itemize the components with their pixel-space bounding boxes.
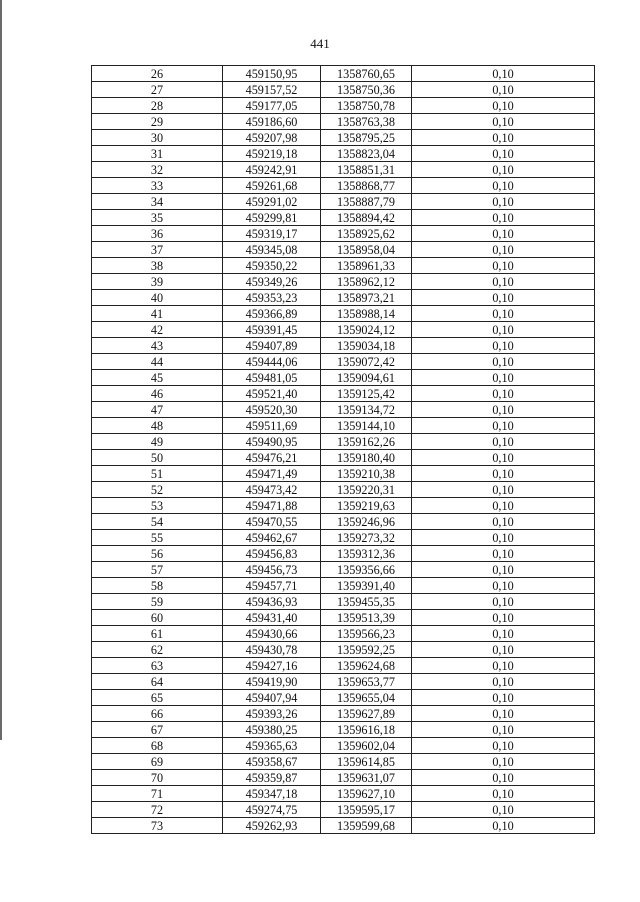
x-coordinate-cell: 459456,83 xyxy=(223,546,321,562)
x-coordinate-cell: 459391,45 xyxy=(223,322,321,338)
accuracy-cell: 0,10 xyxy=(412,210,595,226)
x-coordinate-cell: 459353,23 xyxy=(223,290,321,306)
point-number-cell: 44 xyxy=(92,354,223,370)
y-coordinate-cell: 1359246,96 xyxy=(321,514,412,530)
x-coordinate-cell: 459456,73 xyxy=(223,562,321,578)
x-coordinate-cell: 459274,75 xyxy=(223,802,321,818)
y-coordinate-cell: 1359072,42 xyxy=(321,354,412,370)
y-coordinate-cell: 1358868,77 xyxy=(321,178,412,194)
x-coordinate-cell: 459471,88 xyxy=(223,498,321,514)
point-number-cell: 66 xyxy=(92,706,223,722)
accuracy-cell: 0,10 xyxy=(412,594,595,610)
accuracy-cell: 0,10 xyxy=(412,770,595,786)
x-coordinate-cell: 459358,67 xyxy=(223,754,321,770)
x-coordinate-cell: 459476,21 xyxy=(223,450,321,466)
x-coordinate-cell: 459157,52 xyxy=(223,82,321,98)
point-number-cell: 38 xyxy=(92,258,223,274)
y-coordinate-cell: 1359513,39 xyxy=(321,610,412,626)
y-coordinate-cell: 1359356,66 xyxy=(321,562,412,578)
accuracy-cell: 0,10 xyxy=(412,466,595,482)
x-coordinate-cell: 459430,66 xyxy=(223,626,321,642)
table-row xyxy=(92,498,595,514)
point-number-cell: 49 xyxy=(92,434,223,450)
x-coordinate-cell: 459470,55 xyxy=(223,514,321,530)
point-number-cell: 64 xyxy=(92,674,223,690)
accuracy-cell: 0,10 xyxy=(412,530,595,546)
point-number-cell: 31 xyxy=(92,146,223,162)
accuracy-cell: 0,10 xyxy=(412,482,595,498)
accuracy-cell: 0,10 xyxy=(412,674,595,690)
table-row xyxy=(92,578,595,594)
point-number-cell: 26 xyxy=(92,66,223,82)
x-coordinate-cell: 459350,22 xyxy=(223,258,321,274)
table-row xyxy=(92,338,595,354)
table-row xyxy=(92,114,595,130)
y-coordinate-cell: 1359312,36 xyxy=(321,546,412,562)
table-row xyxy=(92,706,595,722)
accuracy-cell: 0,10 xyxy=(412,114,595,130)
table-row xyxy=(92,354,595,370)
point-number-cell: 40 xyxy=(92,290,223,306)
point-number-cell: 35 xyxy=(92,210,223,226)
coordinates-table-body xyxy=(92,66,595,834)
y-coordinate-cell: 1358961,33 xyxy=(321,258,412,274)
accuracy-cell: 0,10 xyxy=(412,610,595,626)
y-coordinate-cell: 1358988,14 xyxy=(321,306,412,322)
y-coordinate-cell: 1359024,12 xyxy=(321,322,412,338)
x-coordinate-cell: 459380,25 xyxy=(223,722,321,738)
y-coordinate-cell: 1359125,42 xyxy=(321,386,412,402)
y-coordinate-cell: 1359624,68 xyxy=(321,658,412,674)
y-coordinate-cell: 1359210,38 xyxy=(321,466,412,482)
accuracy-cell: 0,10 xyxy=(412,818,595,834)
x-coordinate-cell: 459481,05 xyxy=(223,370,321,386)
point-number-cell: 71 xyxy=(92,786,223,802)
table-row xyxy=(92,402,595,418)
x-coordinate-cell: 459457,71 xyxy=(223,578,321,594)
y-coordinate-cell: 1358962,12 xyxy=(321,274,412,290)
x-coordinate-cell: 459261,68 xyxy=(223,178,321,194)
point-number-cell: 67 xyxy=(92,722,223,738)
accuracy-cell: 0,10 xyxy=(412,562,595,578)
accuracy-cell: 0,10 xyxy=(412,82,595,98)
table-row xyxy=(92,242,595,258)
table-row xyxy=(92,386,595,402)
y-coordinate-cell: 1359273,32 xyxy=(321,530,412,546)
page-number: 441 xyxy=(310,36,330,51)
point-number-cell: 41 xyxy=(92,306,223,322)
table-row xyxy=(92,450,595,466)
point-number-cell: 28 xyxy=(92,98,223,114)
table-row xyxy=(92,722,595,738)
x-coordinate-cell: 459521,40 xyxy=(223,386,321,402)
point-number-cell: 48 xyxy=(92,418,223,434)
point-number-cell: 43 xyxy=(92,338,223,354)
table-row xyxy=(92,418,595,434)
point-number-cell: 52 xyxy=(92,482,223,498)
y-coordinate-cell: 1359566,23 xyxy=(321,626,412,642)
x-coordinate-cell: 459291,02 xyxy=(223,194,321,210)
x-coordinate-cell: 459365,63 xyxy=(223,738,321,754)
accuracy-cell: 0,10 xyxy=(412,642,595,658)
table-row xyxy=(92,610,595,626)
point-number-cell: 61 xyxy=(92,626,223,642)
accuracy-cell: 0,10 xyxy=(412,786,595,802)
point-number-cell: 42 xyxy=(92,322,223,338)
y-coordinate-cell: 1359391,40 xyxy=(321,578,412,594)
scan-edge xyxy=(0,0,2,740)
accuracy-cell: 0,10 xyxy=(412,626,595,642)
table-row xyxy=(92,210,595,226)
accuracy-cell: 0,10 xyxy=(412,370,595,386)
accuracy-cell: 0,10 xyxy=(412,498,595,514)
table-row xyxy=(92,562,595,578)
table-row xyxy=(92,658,595,674)
table-row xyxy=(92,226,595,242)
accuracy-cell: 0,10 xyxy=(412,802,595,818)
x-coordinate-cell: 459511,69 xyxy=(223,418,321,434)
table-row xyxy=(92,66,595,82)
y-coordinate-cell: 1358851,31 xyxy=(321,162,412,178)
accuracy-cell: 0,10 xyxy=(412,658,595,674)
point-number-cell: 45 xyxy=(92,370,223,386)
accuracy-cell: 0,10 xyxy=(412,546,595,562)
x-coordinate-cell: 459349,26 xyxy=(223,274,321,290)
accuracy-cell: 0,10 xyxy=(412,98,595,114)
point-number-cell: 58 xyxy=(92,578,223,594)
y-coordinate-cell: 1358887,79 xyxy=(321,194,412,210)
table-row xyxy=(92,754,595,770)
accuracy-cell: 0,10 xyxy=(412,450,595,466)
x-coordinate-cell: 459419,90 xyxy=(223,674,321,690)
accuracy-cell: 0,10 xyxy=(412,274,595,290)
x-coordinate-cell: 459366,89 xyxy=(223,306,321,322)
accuracy-cell: 0,10 xyxy=(412,354,595,370)
y-coordinate-cell: 1358894,42 xyxy=(321,210,412,226)
point-number-cell: 53 xyxy=(92,498,223,514)
x-coordinate-cell: 459186,60 xyxy=(223,114,321,130)
table-row xyxy=(92,594,595,610)
accuracy-cell: 0,10 xyxy=(412,162,595,178)
accuracy-cell: 0,10 xyxy=(412,258,595,274)
point-number-cell: 47 xyxy=(92,402,223,418)
table-row xyxy=(92,770,595,786)
x-coordinate-cell: 459490,95 xyxy=(223,434,321,450)
point-number-cell: 36 xyxy=(92,226,223,242)
point-number-cell: 50 xyxy=(92,450,223,466)
coordinates-table xyxy=(91,65,595,834)
table-row xyxy=(92,434,595,450)
point-number-cell: 29 xyxy=(92,114,223,130)
table-row xyxy=(92,514,595,530)
accuracy-cell: 0,10 xyxy=(412,690,595,706)
point-number-cell: 46 xyxy=(92,386,223,402)
y-coordinate-cell: 1359180,40 xyxy=(321,450,412,466)
accuracy-cell: 0,10 xyxy=(412,754,595,770)
y-coordinate-cell: 1359094,61 xyxy=(321,370,412,386)
point-number-cell: 73 xyxy=(92,818,223,834)
x-coordinate-cell: 459319,17 xyxy=(223,226,321,242)
x-coordinate-cell: 459219,18 xyxy=(223,146,321,162)
x-coordinate-cell: 459207,98 xyxy=(223,130,321,146)
table-row xyxy=(92,82,595,98)
point-number-cell: 60 xyxy=(92,610,223,626)
y-coordinate-cell: 1358750,78 xyxy=(321,98,412,114)
x-coordinate-cell: 459407,89 xyxy=(223,338,321,354)
accuracy-cell: 0,10 xyxy=(412,178,595,194)
table-row xyxy=(92,162,595,178)
table-row xyxy=(92,274,595,290)
table-row xyxy=(92,690,595,706)
point-number-cell: 55 xyxy=(92,530,223,546)
table-row xyxy=(92,546,595,562)
point-number-cell: 69 xyxy=(92,754,223,770)
accuracy-cell: 0,10 xyxy=(412,338,595,354)
y-coordinate-cell: 1358750,36 xyxy=(321,82,412,98)
y-coordinate-cell: 1359614,85 xyxy=(321,754,412,770)
point-number-cell: 68 xyxy=(92,738,223,754)
y-coordinate-cell: 1359655,04 xyxy=(321,690,412,706)
point-number-cell: 34 xyxy=(92,194,223,210)
accuracy-cell: 0,10 xyxy=(412,722,595,738)
x-coordinate-cell: 459345,08 xyxy=(223,242,321,258)
point-number-cell: 37 xyxy=(92,242,223,258)
table-row xyxy=(92,194,595,210)
y-coordinate-cell: 1358760,65 xyxy=(321,66,412,82)
y-coordinate-cell: 1359455,35 xyxy=(321,594,412,610)
table-row xyxy=(92,626,595,642)
y-coordinate-cell: 1359616,18 xyxy=(321,722,412,738)
point-number-cell: 72 xyxy=(92,802,223,818)
point-number-cell: 39 xyxy=(92,274,223,290)
y-coordinate-cell: 1359599,68 xyxy=(321,818,412,834)
point-number-cell: 27 xyxy=(92,82,223,98)
accuracy-cell: 0,10 xyxy=(412,194,595,210)
y-coordinate-cell: 1358973,21 xyxy=(321,290,412,306)
x-coordinate-cell: 459444,06 xyxy=(223,354,321,370)
x-coordinate-cell: 459462,67 xyxy=(223,530,321,546)
table-row xyxy=(92,130,595,146)
table-row xyxy=(92,290,595,306)
x-coordinate-cell: 459436,93 xyxy=(223,594,321,610)
y-coordinate-cell: 1359162,26 xyxy=(321,434,412,450)
x-coordinate-cell: 459262,93 xyxy=(223,818,321,834)
accuracy-cell: 0,10 xyxy=(412,146,595,162)
x-coordinate-cell: 459427,16 xyxy=(223,658,321,674)
x-coordinate-cell: 459299,81 xyxy=(223,210,321,226)
y-coordinate-cell: 1358958,04 xyxy=(321,242,412,258)
accuracy-cell: 0,10 xyxy=(412,706,595,722)
table-row xyxy=(92,482,595,498)
table-row xyxy=(92,802,595,818)
x-coordinate-cell: 459242,91 xyxy=(223,162,321,178)
table-row xyxy=(92,322,595,338)
accuracy-cell: 0,10 xyxy=(412,66,595,82)
accuracy-cell: 0,10 xyxy=(412,418,595,434)
point-number-cell: 70 xyxy=(92,770,223,786)
point-number-cell: 30 xyxy=(92,130,223,146)
x-coordinate-cell: 459347,18 xyxy=(223,786,321,802)
table-row xyxy=(92,466,595,482)
x-coordinate-cell: 459359,87 xyxy=(223,770,321,786)
accuracy-cell: 0,10 xyxy=(412,402,595,418)
table-row xyxy=(92,258,595,274)
table-row xyxy=(92,178,595,194)
table-row xyxy=(92,674,595,690)
point-number-cell: 32 xyxy=(92,162,223,178)
point-number-cell: 54 xyxy=(92,514,223,530)
point-number-cell: 51 xyxy=(92,466,223,482)
table-row xyxy=(92,642,595,658)
y-coordinate-cell: 1358823,04 xyxy=(321,146,412,162)
accuracy-cell: 0,10 xyxy=(412,386,595,402)
x-coordinate-cell: 459520,30 xyxy=(223,402,321,418)
table-row xyxy=(92,530,595,546)
x-coordinate-cell: 459407,94 xyxy=(223,690,321,706)
point-number-cell: 62 xyxy=(92,642,223,658)
y-coordinate-cell: 1359220,31 xyxy=(321,482,412,498)
accuracy-cell: 0,10 xyxy=(412,514,595,530)
table-row xyxy=(92,786,595,802)
accuracy-cell: 0,10 xyxy=(412,306,595,322)
accuracy-cell: 0,10 xyxy=(412,434,595,450)
y-coordinate-cell: 1359602,04 xyxy=(321,738,412,754)
accuracy-cell: 0,10 xyxy=(412,290,595,306)
accuracy-cell: 0,10 xyxy=(412,226,595,242)
table-row xyxy=(92,98,595,114)
accuracy-cell: 0,10 xyxy=(412,578,595,594)
x-coordinate-cell: 459177,05 xyxy=(223,98,321,114)
y-coordinate-cell: 1359627,10 xyxy=(321,786,412,802)
x-coordinate-cell: 459393,26 xyxy=(223,706,321,722)
point-number-cell: 59 xyxy=(92,594,223,610)
y-coordinate-cell: 1358763,38 xyxy=(321,114,412,130)
table-row xyxy=(92,306,595,322)
table-row xyxy=(92,818,595,834)
table-row xyxy=(92,738,595,754)
y-coordinate-cell: 1359034,18 xyxy=(321,338,412,354)
y-coordinate-cell: 1359595,17 xyxy=(321,802,412,818)
table-row xyxy=(92,146,595,162)
y-coordinate-cell: 1359144,10 xyxy=(321,418,412,434)
x-coordinate-cell: 459430,78 xyxy=(223,642,321,658)
accuracy-cell: 0,10 xyxy=(412,322,595,338)
x-coordinate-cell: 459473,42 xyxy=(223,482,321,498)
y-coordinate-cell: 1359592,25 xyxy=(321,642,412,658)
point-number-cell: 57 xyxy=(92,562,223,578)
x-coordinate-cell: 459431,40 xyxy=(223,610,321,626)
y-coordinate-cell: 1359653,77 xyxy=(321,674,412,690)
y-coordinate-cell: 1358795,25 xyxy=(321,130,412,146)
y-coordinate-cell: 1359219,63 xyxy=(321,498,412,514)
point-number-cell: 33 xyxy=(92,178,223,194)
point-number-cell: 56 xyxy=(92,546,223,562)
x-coordinate-cell: 459471,49 xyxy=(223,466,321,482)
accuracy-cell: 0,10 xyxy=(412,738,595,754)
point-number-cell: 65 xyxy=(92,690,223,706)
table-row xyxy=(92,370,595,386)
y-coordinate-cell: 1359627,89 xyxy=(321,706,412,722)
y-coordinate-cell: 1359631,07 xyxy=(321,770,412,786)
accuracy-cell: 0,10 xyxy=(412,130,595,146)
y-coordinate-cell: 1358925,62 xyxy=(321,226,412,242)
accuracy-cell: 0,10 xyxy=(412,242,595,258)
x-coordinate-cell: 459150,95 xyxy=(223,66,321,82)
point-number-cell: 63 xyxy=(92,658,223,674)
y-coordinate-cell: 1359134,72 xyxy=(321,402,412,418)
